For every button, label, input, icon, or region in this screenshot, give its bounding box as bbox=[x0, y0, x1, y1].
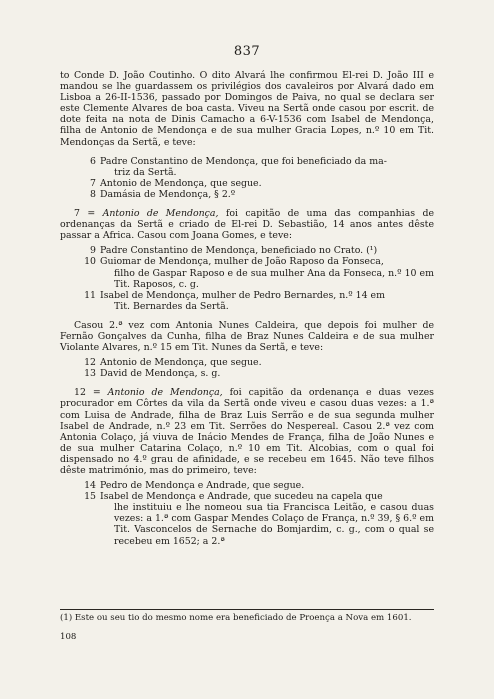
person-name: Antonio de Mendonça, bbox=[107, 387, 223, 399]
children-list-3 bbox=[60, 357, 434, 379]
signature-mark: 108 bbox=[60, 632, 77, 642]
children-list-1 bbox=[60, 156, 434, 200]
list-item: 11 Isabel de Mendonça, mulher de Pedro Bernardes, n.º 14 em Tit. Bernardes da Sertã. bbox=[84, 289, 385, 312]
page-number: 837 bbox=[233, 44, 261, 59]
person-name: Antonio de Mendonça, bbox=[102, 208, 219, 220]
footnote: (1) Este ou seu tio do mesmo nome era beneficiado de Proença a Nova em 1601. bbox=[60, 613, 412, 623]
list-item: 7 Antonio de Mendonça, que segue. bbox=[90, 177, 262, 189]
list-item: 14 Pedro de Mendonça e Andrade, que segue. bbox=[84, 480, 305, 492]
paragraph-4: 12 = Antonio de Mendonça, foi capitão da ordenança e duas vezes procurador em Côrtes da vila da Sertã onde viveu e casou duas vezes: a 1.ª com Luisa de Andrade, filha de Braz Luis Serrão e de sua segunda mulher Isabel de Andrade, n.º 23 em Tit. Serrões do Nespereal. Casou 2.ª vez com Antonia Colaço, já viuva de Inácio Mendes de França, filha de João Nunes e de sua mulher Catarina Colaço, n.º 10 em Tit. Alcobias, com o qual foi dispensado no 4.º grau de afinidade, e se recebeu em 1645. Não teve filhos dêste matrimónio, mas do primeiro, teve: bbox=[60, 387, 434, 476]
footnote-divider bbox=[60, 609, 434, 610]
paragraph-1: to Conde D. João Coutinho. O dito Alvará lhe confirmou El-rei D. João III e mandou se lhe guardassem os privilégios dos cavaleiros por Alvará dado em Lisboa a 26-II-1536, passado por Domingos de Paiva, no qual se declara ser este Clemente Alvares de boa casta. Viveu na Sertã onde casou por escrit. de dote feita na nota de Dinis Camacho a 6-V-1536 com Isabel de Mendonça, filha de Antonio de Mendonça e de sua mulher Gracia Lopes, n.º 10 em Tit. Mendonças da Sertã, e teve: bbox=[60, 70, 434, 148]
list-item: 6 Padre Constantino de Mendonça, que foi beneficiado da ma- triz da Sertã. bbox=[90, 155, 387, 178]
children-list-4 bbox=[60, 480, 434, 547]
list-item: 10 Guiomar de Mendonça, mulher de João Raposo da Fonseca, filho de Gaspar Raposo e de sua mulher Ana da Fonseca, n.º 10 em Tit. Raposos, c. g. bbox=[84, 256, 434, 290]
list-item: 12 Antonio de Mendonça, que segue. bbox=[84, 357, 262, 369]
paragraph-2: 7 = Antonio de Mendonça, foi capitão de uma das companhias de ordenanças da Sertã e criado de El-rei D. Sebastião, 14 anos antes dêste passar a Africa. Casou com Joana Gomes, e teve: bbox=[60, 208, 434, 242]
list-item: 13 David de Mendonça, s. g. bbox=[84, 368, 221, 380]
list-item: 15 Isabel de Mendonça e Andrade, que sucedeu na capela que lhe instituiu e lhe nomeou sua tia Francisca Leitão, e casou duas vezes: a 1.ª com Gaspar Mendes Colaço de França, n.º 39, § 6.º em Tit. Vasconcelos de Sernache do Bomjardim, c. g., com o qual se recebeu em 1652; a 2.ª bbox=[84, 491, 434, 547]
children-list-2 bbox=[60, 245, 434, 312]
list-item: 8 Damásia de Mendonça, § 2.º bbox=[90, 188, 236, 200]
paragraph-3: Casou 2.ª vez com Antonia Nunes Caldeira, que depois foi mulher de Fernão Gonçalves da Cunha, filha de Braz Nunes Caldeira e de sua mulher Violante Alvares, n.º 15 em Tit. Nunes da Sertã, e teve: bbox=[60, 319, 434, 354]
page-body bbox=[60, 70, 434, 547]
list-item: 9 Padre Constantino de Mendonça, beneficiado no Crato. (¹) bbox=[90, 245, 378, 257]
